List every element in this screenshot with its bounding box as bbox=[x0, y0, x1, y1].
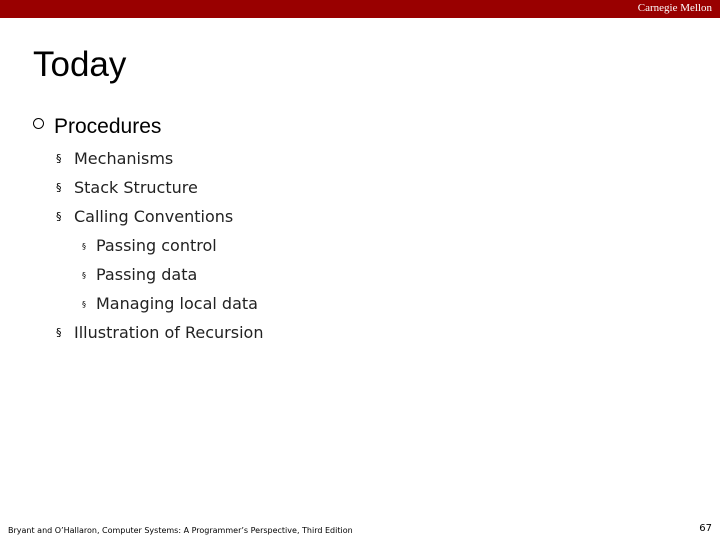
sub-sub-bullet-text: Passing control bbox=[96, 236, 217, 255]
page-number: 67 bbox=[699, 523, 712, 534]
sub-bullet-text: Calling Conventions bbox=[74, 207, 234, 226]
sub-bullet-text: Illustration of Recursion bbox=[74, 323, 264, 342]
sub-sub-bullet-text: Managing local data bbox=[96, 294, 258, 313]
hollow-circle-icon bbox=[33, 118, 44, 129]
square-bullet-icon: § bbox=[56, 181, 62, 194]
sub-sub-bullet-text: Passing data bbox=[96, 265, 198, 284]
small-square-bullet-icon: § bbox=[82, 271, 86, 280]
university-brand: Carnegie Mellon bbox=[637, 2, 712, 14]
square-bullet-icon: § bbox=[56, 210, 62, 223]
bullet-text: Procedures bbox=[54, 115, 162, 138]
square-bullet-icon: § bbox=[56, 152, 62, 165]
slide-title: Today bbox=[33, 45, 127, 84]
sub-bullet-text: Stack Structure bbox=[74, 178, 198, 197]
footer-citation: Bryant and O’Hallaron, Computer Systems: A Programmer’s Perspective, Third Edition bbox=[8, 526, 353, 535]
square-bullet-icon: § bbox=[56, 326, 62, 339]
sub-bullet-text: Mechanisms bbox=[74, 149, 174, 168]
small-square-bullet-icon: § bbox=[82, 300, 86, 309]
small-square-bullet-icon: § bbox=[82, 242, 86, 251]
